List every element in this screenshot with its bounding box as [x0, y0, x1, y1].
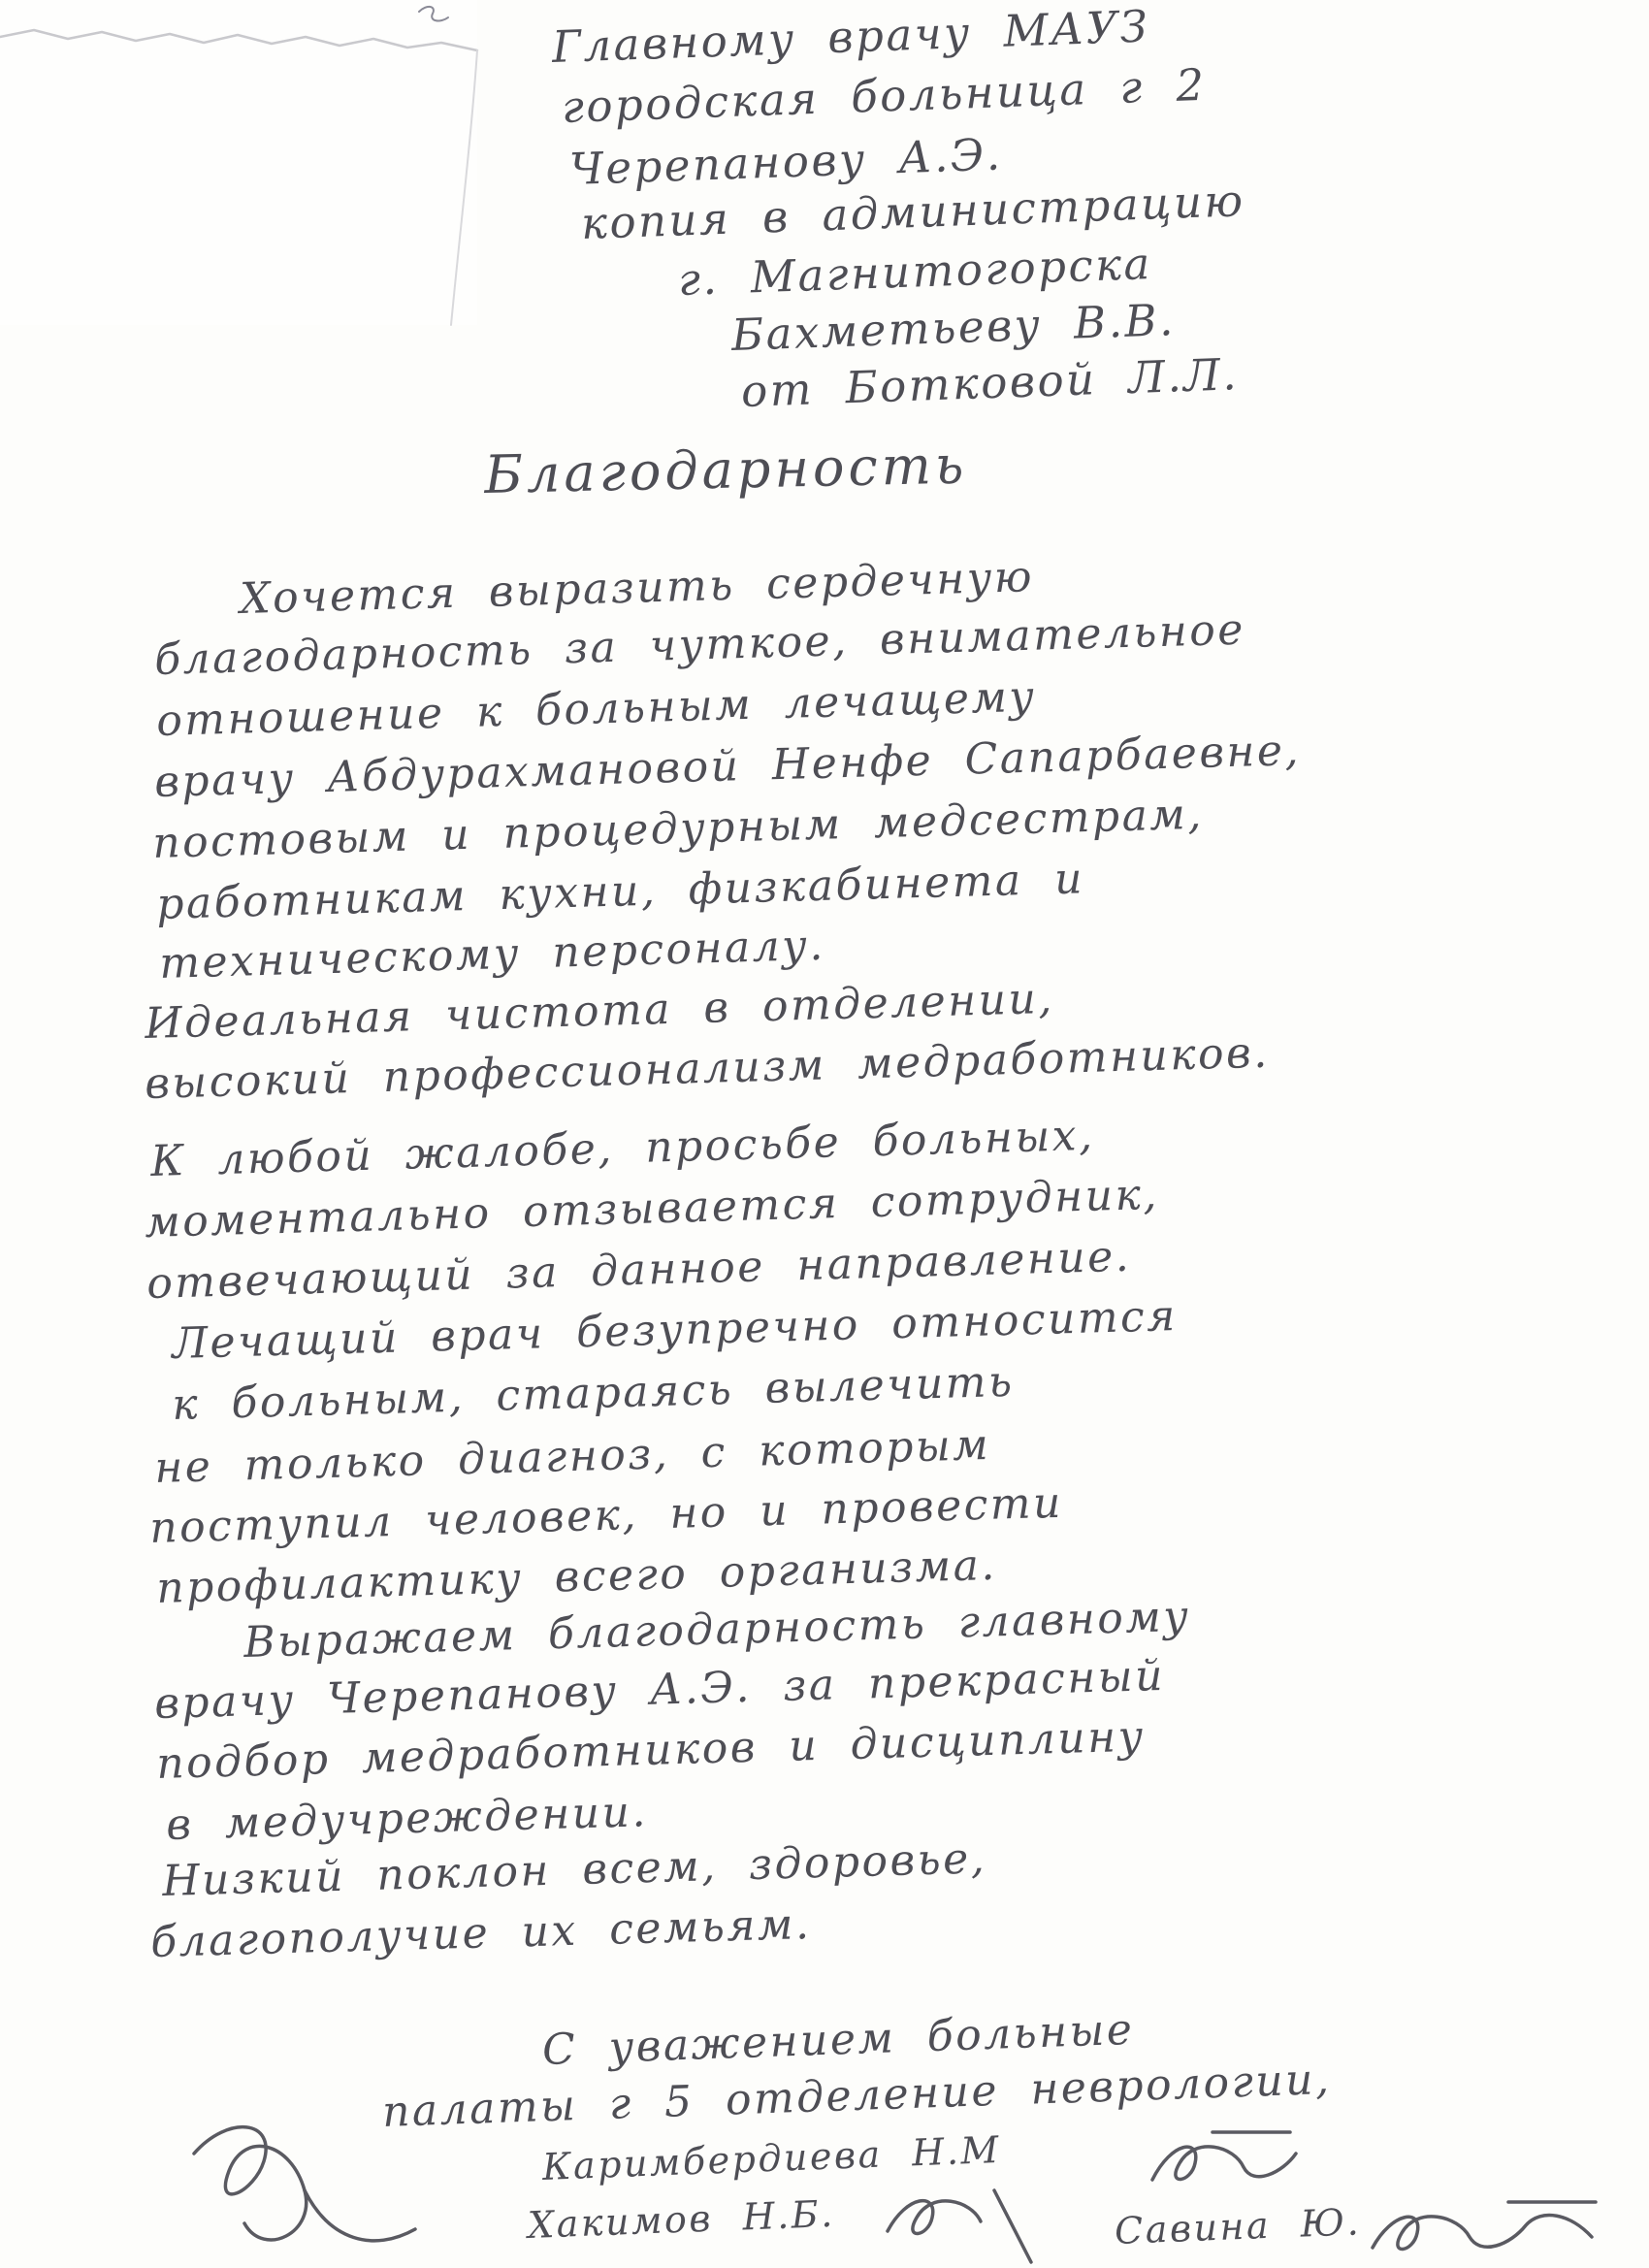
- body-line: Лечащий врач безупречно относится: [171, 1291, 1179, 1369]
- recipient-line: Черепанову А.Э.: [568, 128, 1004, 195]
- body-line: подбор медработников и дисциплину: [155, 1711, 1147, 1789]
- signature-name: Каримбердиева Н.М: [541, 2127, 1002, 2188]
- recipient-line: городская больница г 2: [561, 58, 1208, 134]
- body-line: профилактику всего организма.: [155, 1539, 998, 1613]
- body-line: высокий профессионализм медработников.: [144, 1027, 1271, 1109]
- body-line: не только диагноз, с которым: [153, 1419, 991, 1493]
- body-line: отношение к больным лечащему: [155, 671, 1038, 746]
- recipient-line: Бахметьеву В.В.: [730, 294, 1177, 361]
- body-line: врачу Абдурахмановой Ненфе Сапарбаевне,: [153, 726, 1302, 807]
- body-line: Низкий поклон всем, здоровье,: [161, 1833, 987, 1906]
- body-line: благодарность за чуткое, внимательное: [153, 604, 1246, 685]
- body-line: врачу Черепанову А.Э. за прекрасный: [153, 1650, 1166, 1729]
- recipient-line: от Ботковой Л.Л.: [740, 348, 1240, 417]
- letter-title: Благодарность: [483, 434, 968, 505]
- recipient-line: копия в администрацию: [580, 175, 1246, 249]
- body-line: техническому персоналу.: [158, 920, 826, 988]
- body-line: К любой жалобе, просьбе больных,: [149, 1110, 1096, 1186]
- closing-line: С уважением больные: [541, 2004, 1136, 2075]
- body-line: Выражаем благодарность главному: [242, 1591, 1191, 1668]
- body-line: моментально отзывается сотрудник,: [144, 1169, 1160, 1247]
- body-line: работникам кухни, физкабинета и: [155, 854, 1085, 929]
- signature-flourish-icon: [175, 2115, 466, 2268]
- recipient-line: Главному врачу МАУЗ: [551, 0, 1150, 74]
- body-line: Хочется выразить сердечную: [239, 552, 1035, 624]
- body-line: в медучреждении.: [165, 1787, 649, 1850]
- body-line: благополучие их семьям.: [149, 1898, 813, 1967]
- recipient-line: г. Магнитогорска: [677, 237, 1153, 306]
- signature-flourish-icon: [1363, 2194, 1615, 2268]
- signature-name: Савина Ю.: [1114, 2200, 1362, 2252]
- signature-name: Хакимов Н.Б.: [527, 2191, 836, 2247]
- closing-line: палаты г 5 отделение неврологии,: [381, 2054, 1333, 2137]
- body-line: Идеальная чистота в отделении,: [144, 973, 1055, 1049]
- body-line: к больным, стараясь вылечить: [171, 1356, 1016, 1430]
- body-line: постовым и процедурным медсестрам,: [151, 789, 1205, 868]
- body-line: поступил человек, но и провести: [148, 1477, 1064, 1553]
- signature-flourish-icon: [1145, 2126, 1319, 2208]
- signature-flourish-icon: [878, 2183, 1072, 2268]
- body-line: отвечающий за данное направление.: [146, 1231, 1132, 1309]
